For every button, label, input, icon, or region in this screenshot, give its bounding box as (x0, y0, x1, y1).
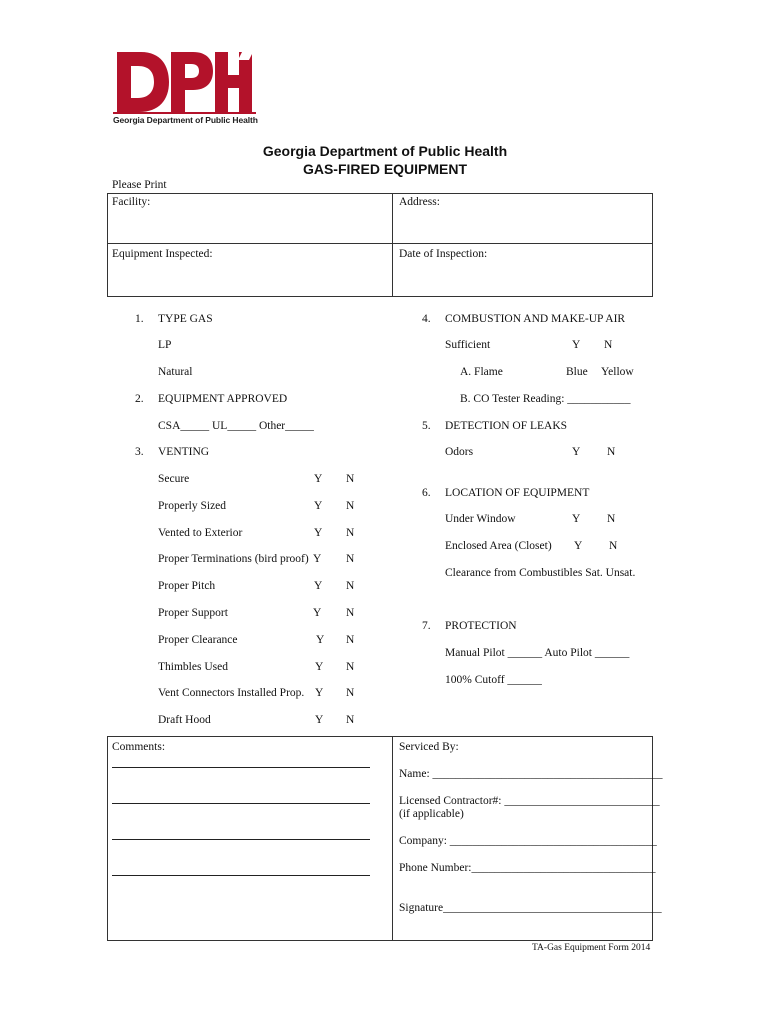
venting-item-no[interactable]: N (346, 580, 355, 592)
signature-field[interactable]: Signature______________________________________ (399, 902, 662, 914)
venting-item-yes[interactable]: Y (314, 473, 323, 485)
enclosed-area-yes[interactable]: Y (574, 540, 583, 552)
if-applicable-note: (if applicable) (399, 808, 464, 820)
gas-lp-option[interactable]: LP (158, 339, 172, 351)
form-footer: TA-Gas Equipment Form 2014 (532, 943, 651, 953)
section-4-title: COMBUSTION AND MAKE-UP AIR (445, 313, 626, 325)
flame-yellow-option[interactable]: Yellow (601, 366, 634, 378)
section-2-number: 2. (135, 393, 144, 405)
flame-label: A. Flame (460, 366, 503, 378)
clearance-combustibles[interactable]: Clearance from Combustibles Sat. Unsat. (445, 567, 636, 579)
venting-item-no[interactable]: N (346, 634, 355, 646)
equipment-inspected-field[interactable]: Equipment Inspected: (112, 248, 213, 260)
odors-no[interactable]: N (607, 446, 616, 458)
section-3-title: VENTING (158, 446, 210, 458)
comment-line[interactable] (112, 839, 370, 840)
comment-line[interactable] (112, 803, 370, 804)
venting-item-label: Proper Terminations (bird proof) (158, 553, 309, 565)
section-1-number: 1. (135, 313, 144, 325)
venting-item-yes[interactable]: Y (315, 661, 324, 673)
venting-item-yes[interactable]: Y (314, 580, 323, 592)
facility-field[interactable]: Facility: (112, 196, 151, 208)
under-window-yes[interactable]: Y (572, 513, 581, 525)
section-2-title: EQUIPMENT APPROVED (158, 393, 288, 405)
company-field[interactable]: Company: ____________________________________ (399, 835, 657, 847)
venting-item-label: Proper Clearance (158, 634, 238, 646)
venting-item-yes[interactable]: Y (315, 714, 324, 726)
odors-yes[interactable]: Y (572, 446, 581, 458)
page-subtitle: GAS-FIRED EQUIPMENT (302, 161, 468, 177)
under-window-no[interactable]: N (607, 513, 616, 525)
dph-logo-mark (113, 46, 256, 114)
venting-item-no[interactable]: N (346, 500, 355, 512)
section-5-title: DETECTION OF LEAKS (445, 420, 568, 432)
name-field[interactable]: Name: ________________________________________ (399, 768, 663, 780)
gas-natural-option[interactable]: Natural (158, 366, 193, 378)
venting-item-label: Vent Connectors Installed Prop. (158, 687, 305, 699)
address-field[interactable]: Address: (399, 196, 440, 208)
comments-label: Comments: (112, 741, 166, 753)
date-of-inspection-field[interactable]: Date of Inspection: (399, 248, 488, 260)
phone-number-field[interactable]: Phone Number:________________________________ (399, 862, 656, 874)
flame-blue-option[interactable]: Blue (566, 366, 588, 378)
air-sufficient-no[interactable]: N (604, 339, 613, 351)
licensed-contractor-field[interactable]: Licensed Contractor#: ___________________________ (399, 795, 660, 807)
venting-item-yes[interactable]: Y (314, 500, 323, 512)
section-4-number: 4. (422, 313, 431, 325)
venting-item-no[interactable]: N (346, 714, 355, 726)
section-6-title: LOCATION OF EQUIPMENT (445, 487, 590, 499)
under-window-label: Under Window (445, 513, 516, 525)
cutoff-field[interactable]: 100% Cutoff ______ (445, 674, 542, 686)
venting-item-no[interactable]: N (346, 473, 355, 485)
approval-csa-ul-other[interactable]: CSA_____ UL_____ Other_____ (158, 420, 314, 432)
comment-line[interactable] (112, 875, 370, 876)
venting-item-no[interactable]: N (346, 607, 355, 619)
air-sufficient-yes[interactable]: Y (572, 339, 581, 351)
venting-item-no[interactable]: N (346, 687, 355, 699)
venting-item-label: Proper Pitch (158, 580, 216, 592)
section-7-number: 7. (422, 620, 431, 632)
section-7-title: PROTECTION (445, 620, 517, 632)
venting-item-label: Draft Hood (158, 714, 211, 726)
section-5-number: 5. (422, 420, 431, 432)
venting-item-yes[interactable]: Y (313, 553, 322, 565)
enclosed-area-label: Enclosed Area (Closet) (445, 540, 552, 552)
serviced-by-label: Serviced By: (399, 741, 459, 753)
venting-item-label: Proper Support (158, 607, 228, 619)
enclosed-area-no[interactable]: N (609, 540, 618, 552)
venting-item-label: Secure (158, 473, 190, 485)
venting-item-yes[interactable]: Y (313, 607, 322, 619)
section-1-title: TYPE GAS (158, 313, 213, 325)
venting-item-yes[interactable]: Y (315, 687, 324, 699)
venting-item-label: Vented to Exterior (158, 527, 243, 539)
logo-caption: Georgia Department of Public Health (113, 115, 258, 125)
odors-label: Odors (445, 446, 474, 458)
please-print-label: Please Print (112, 179, 167, 191)
section-6-number: 6. (422, 487, 431, 499)
venting-item-label: Thimbles Used (158, 661, 228, 673)
venting-item-no[interactable]: N (346, 553, 355, 565)
venting-item-no[interactable]: N (346, 527, 355, 539)
pilot-fields[interactable]: Manual Pilot ______ Auto Pilot ______ (445, 647, 630, 659)
air-sufficient-label: Sufficient (445, 339, 491, 351)
comment-line[interactable] (112, 767, 370, 768)
venting-item-yes[interactable]: Y (314, 527, 323, 539)
venting-item-yes[interactable]: Y (316, 634, 325, 646)
venting-item-label: Properly Sized (158, 500, 227, 512)
section-3-number: 3. (135, 446, 144, 458)
page-title: Georgia Department of Public Health (262, 143, 508, 159)
co-tester-reading-field[interactable]: B. CO Tester Reading: ___________ (460, 393, 631, 405)
venting-item-no[interactable]: N (346, 661, 355, 673)
